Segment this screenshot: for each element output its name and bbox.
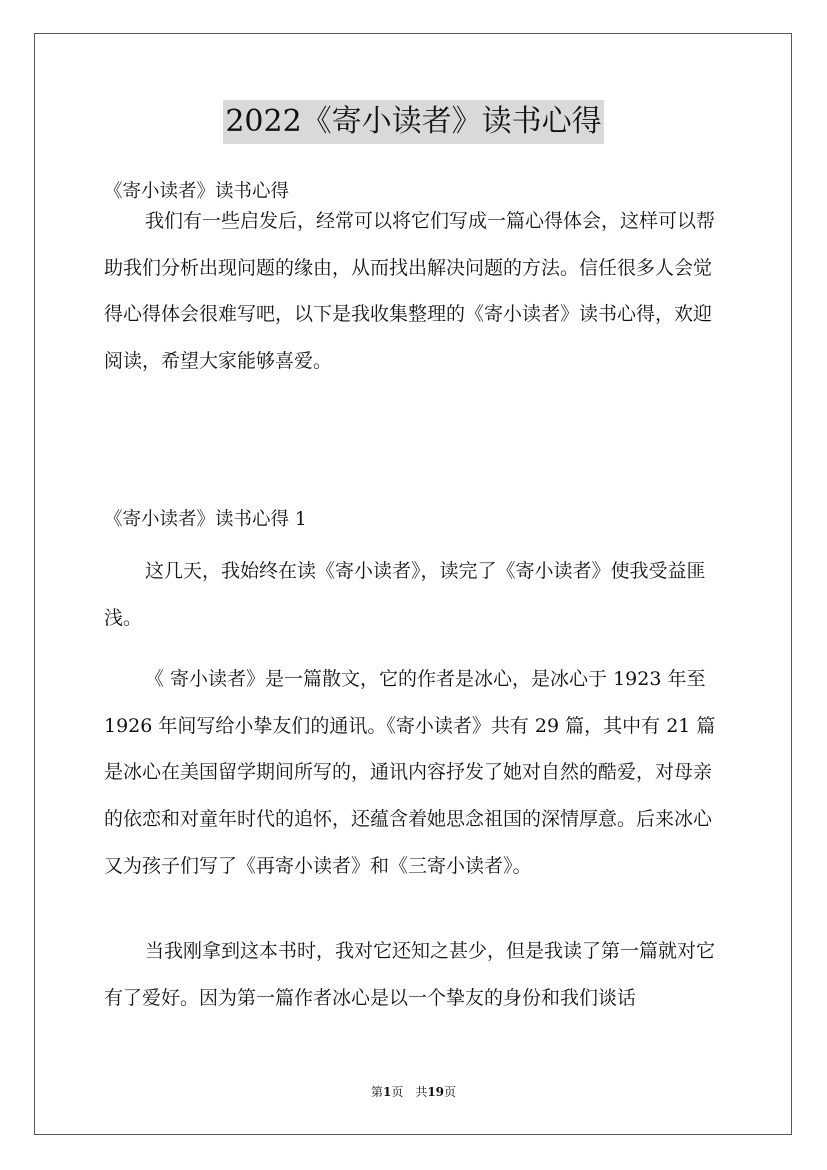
footer-page-number: 1 <box>382 1085 392 1099</box>
document-title: 2022《寄小读者》读书心得 <box>223 100 603 144</box>
paragraph-3: 当我刚拿到这本书时，我对它还知之甚少，但是我读了第一篇就对它有了爱好。因为第一篇作者冰心是以一个挚友的身份和我们谈话 <box>104 940 716 1009</box>
intro-paragraph: 我们有一些启发后，经常可以将它们写成一篇心得体会，这样可以帮助我们分析出现问题的缘由，从而找出解决问题的方法。信任很多人会觉得心得体会很难写吧，以下是我收集整理的《寄小读者》读书心得，欢迎阅读，希望大家能够喜爱。 <box>104 210 716 373</box>
paragraph-2: 《 寄小读者》是一篇散文，它的作者是冰心，是冰心于 1923 年至 1926 年间写给小挚友们的通讯。《寄小读者》共有 29 篇，其中有 21 篇是冰心在美国留学期间所写的，通讯内容抒发了她对自然的酷爱，对母亲的依恋和对童年时代的追怀，还蕴含着她思念祖国的深情厚意。后来冰心又为孩子们写了《再寄小读者》和《三寄小读者》。 <box>104 668 716 877</box>
section1-heading: 《寄小读者》读书心得 1 <box>104 509 307 530</box>
footer-suffix: 页 <box>444 1085 457 1099</box>
footer-total-pages: 19 <box>427 1085 445 1099</box>
intro-heading: 《寄小读者》读书心得 <box>104 181 290 202</box>
paragraph-1: 这几天，我始终在读《寄小读者》，读完了《寄小读者》使我受益匪浅。 <box>104 560 706 629</box>
document-title-wrap <box>0 100 827 144</box>
footer-prefix: 第 <box>370 1085 383 1099</box>
page-footer <box>0 1083 827 1101</box>
footer-middle: 页 共 <box>391 1085 428 1099</box>
